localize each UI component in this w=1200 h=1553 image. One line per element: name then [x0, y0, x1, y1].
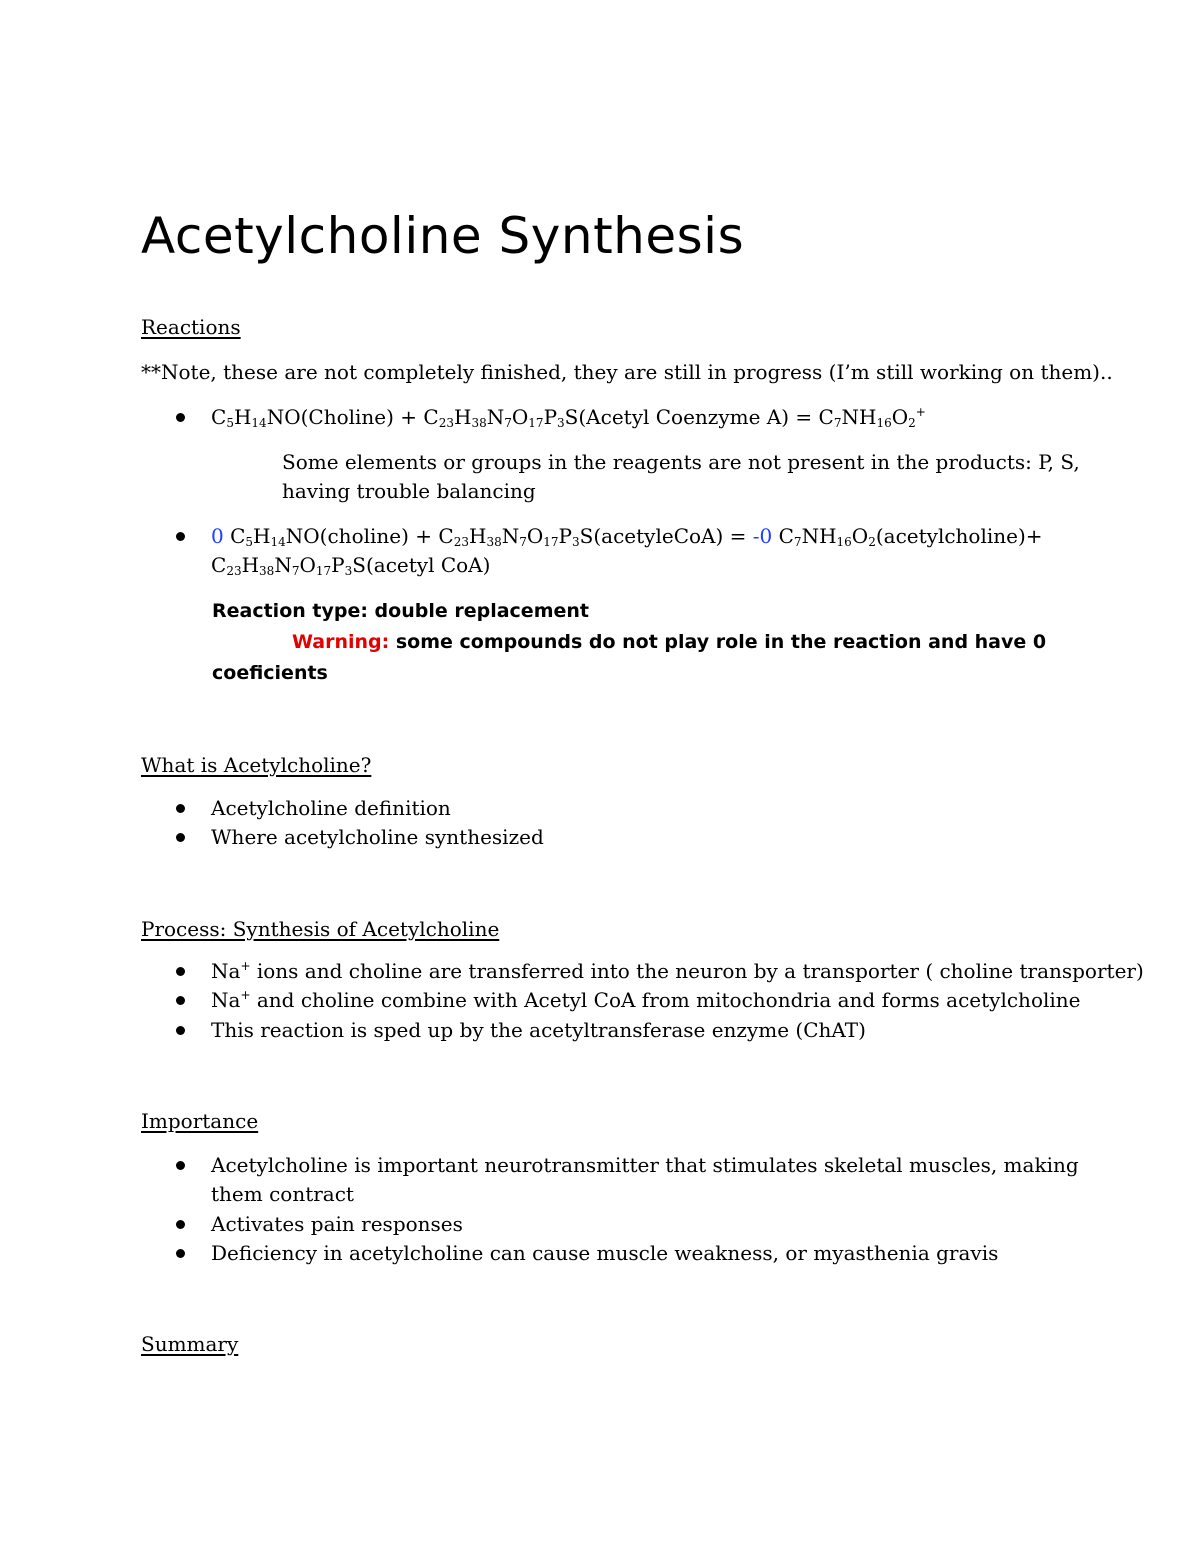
reaction-2-equation: 0 $C_5H_{14}NO(choline)$ + $C_{23}H_{38}N_7O_{17}P_3S(acetyleCoA) = -0$ $C_7NH_{16}O_2(acetylcholine)+$ — [211, 524, 1043, 549]
bullet — [176, 1026, 185, 1035]
what-is-heading: What is Acetylcholine? — [141, 753, 372, 777]
list-item: Acetylcholine definition — [211, 796, 451, 820]
bullet — [176, 833, 185, 842]
reactions-note: **Note, these are not completely finished, they are still in progress (I’m still working on them).. — [141, 360, 1113, 384]
reactions-heading: Reactions — [141, 315, 241, 339]
reaction-type: Reaction type: double replacement — [212, 600, 589, 622]
importance-heading: Importance — [141, 1109, 259, 1133]
list-item: Na+ ions and choline are transferred into the neuron by a transporter ( choline transporter) — [211, 959, 1144, 983]
coefficient-1: 0 — [211, 524, 224, 548]
summary-heading: Summary — [141, 1332, 239, 1356]
list-item: Activates pain responses — [211, 1212, 463, 1236]
page-title: Acetylcholine Synthesis — [141, 207, 745, 265]
bullet — [176, 1220, 185, 1229]
list-item: Acetylcholine is important neurotransmitter that stimulates skeletal muscles, making — [211, 1153, 1079, 1177]
process-heading: Process: Synthesis of Acetylcholine — [141, 917, 500, 941]
coefficient-2: -0 — [752, 524, 773, 548]
bullet — [176, 1249, 185, 1258]
reaction-1-equation: $C_5H_{14}NO(Choline)$ + $C_{23}H_{38}N_7O_{17}P_3S(Acetyl$ Coenzyme $A) = C_7NH_{16}O_2^+$ — [211, 405, 926, 430]
list-item: Na+ and choline combine with Acetyl CoA from mitochondria and forms acetylcholine — [211, 988, 1081, 1012]
bullet — [176, 1161, 185, 1170]
reaction-2-equation-cont: $C_{23}H_{38}N_7O_{17}P_3S(acetyl$ CoA) — [211, 553, 491, 578]
list-item: This reaction is sped up by the acetyltransferase enzyme (ChAT) — [211, 1018, 866, 1042]
reaction-1-comment-line-1: Some elements or groups in the reagents are not present in the products: P, S, — [282, 450, 1080, 474]
warning-line-cont: coeficients — [212, 662, 328, 684]
warning-line: Warning: some compounds do not play role in the reaction and have 0 — [292, 631, 1047, 653]
bullet-reaction-2 — [176, 532, 185, 541]
list-item: Deficiency in acetylcholine can cause muscle weakness, or myasthenia gravis — [211, 1241, 999, 1265]
list-item-cont: them contract — [211, 1182, 354, 1206]
reaction-1-comment-line-2: having trouble balancing — [282, 479, 536, 503]
warning-label: Warning: — [292, 631, 390, 653]
bullet — [176, 996, 185, 1005]
list-item: Where acetylcholine synthesized — [211, 825, 544, 849]
bullet-reaction-1 — [176, 413, 185, 422]
bullet — [176, 967, 185, 976]
bullet — [176, 804, 185, 813]
